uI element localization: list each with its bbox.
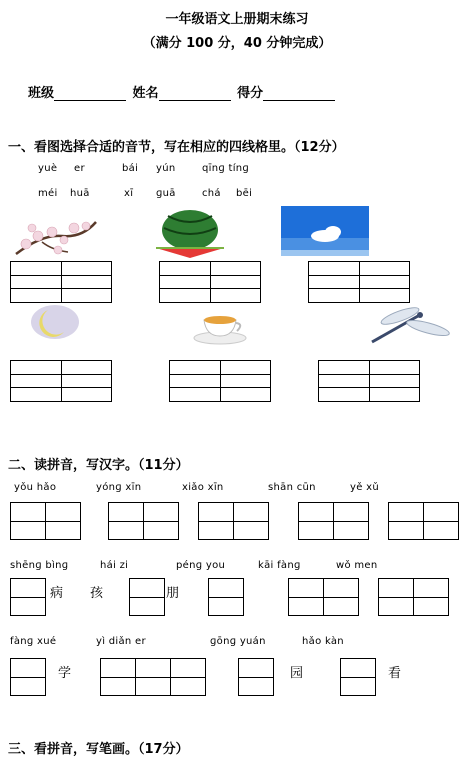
- writing-boxes[interactable]: [388, 502, 459, 540]
- four-line-grid[interactable]: [308, 261, 410, 303]
- pinyin-label: wǒ men: [336, 560, 378, 571]
- pinyin-label: yì diǎn er: [96, 636, 146, 647]
- writing-boxes[interactable]: [10, 578, 46, 616]
- syllable: bái: [122, 163, 139, 174]
- watermelon-image: [150, 208, 230, 258]
- class-blank[interactable]: [54, 86, 126, 101]
- moon-image: [30, 304, 80, 340]
- name-label: 姓名: [132, 86, 159, 101]
- class-label: 班级: [28, 86, 55, 101]
- syllable: huā: [70, 188, 90, 199]
- score-blank[interactable]: [263, 86, 335, 101]
- pinyin-label: xiǎo xīn: [182, 482, 224, 493]
- four-line-grid[interactable]: [10, 360, 112, 402]
- pinyin-label: yónɡ xīn: [96, 482, 142, 493]
- syllable: bēi: [236, 188, 253, 199]
- given-char: 孩: [90, 586, 104, 601]
- pinyin-label: fànɡ xué: [10, 636, 57, 647]
- writing-boxes[interactable]: [378, 578, 449, 616]
- given-char: 朋: [166, 586, 180, 601]
- given-char: 病: [50, 586, 64, 601]
- writing-boxes[interactable]: [288, 578, 359, 616]
- pinyin-label: shān cūn: [268, 482, 316, 493]
- section3-heading: 三、看拼音，写笔画。（17分）: [8, 742, 189, 757]
- tea-cup-image: [190, 306, 250, 346]
- writing-boxes[interactable]: [10, 502, 81, 540]
- pinyin-label: pénɡ you: [176, 560, 226, 571]
- four-line-grid[interactable]: [159, 261, 261, 303]
- student-info-row: [28, 82, 335, 101]
- given-char: 看: [388, 666, 402, 681]
- dragonfly-image: [362, 306, 452, 346]
- pinyin-label: kāi fànɡ: [258, 560, 301, 571]
- section1-heading: 一、看图选择合适的音节，写在相应的四线格里。（12分）: [8, 140, 345, 155]
- syllable: méi: [38, 188, 58, 199]
- syllable: er: [74, 163, 85, 174]
- writing-boxes[interactable]: [10, 658, 46, 696]
- four-line-grid[interactable]: [318, 360, 420, 402]
- syllable: yún: [156, 163, 176, 174]
- syllable: ɡuā: [156, 188, 176, 199]
- pinyin-label: yǒu hǎo: [14, 482, 57, 493]
- writing-boxes[interactable]: [129, 578, 165, 616]
- pinyin-label: shēnɡ bìnɡ: [10, 560, 69, 571]
- given-char: 学: [58, 666, 72, 681]
- writing-boxes[interactable]: [100, 658, 206, 696]
- plum-blossom-image: [12, 214, 98, 258]
- writing-boxes[interactable]: [298, 502, 369, 540]
- section2-heading: 二、读拼音，写汉字。（11分）: [8, 458, 189, 473]
- pinyin-label: hái zi: [100, 560, 129, 571]
- writing-boxes[interactable]: [238, 658, 274, 696]
- four-line-grid[interactable]: [169, 360, 271, 402]
- writing-boxes[interactable]: [108, 502, 179, 540]
- writing-boxes[interactable]: [198, 502, 269, 540]
- syllable: chá: [202, 188, 221, 199]
- pinyin-label: hǎo kàn: [302, 636, 344, 647]
- score-label: 得分: [237, 86, 264, 101]
- pinyin-label: ɡōnɡ yuán: [210, 636, 266, 647]
- four-line-grid[interactable]: [10, 261, 112, 303]
- writing-boxes[interactable]: [208, 578, 244, 616]
- given-char: 园: [290, 666, 304, 681]
- name-blank[interactable]: [159, 86, 231, 101]
- blue-sky-image: [281, 206, 369, 256]
- syllable: xī: [124, 188, 134, 199]
- pinyin-label: yě xǔ: [350, 482, 380, 493]
- page-title: 一年级语文上册期末练习: [165, 12, 309, 27]
- syllable: yuè: [38, 163, 58, 174]
- writing-boxes[interactable]: [340, 658, 376, 696]
- page-subtitle: （满分 100 分，40 分钟完成）: [142, 36, 332, 51]
- syllable: qīnɡ tínɡ: [202, 163, 250, 174]
